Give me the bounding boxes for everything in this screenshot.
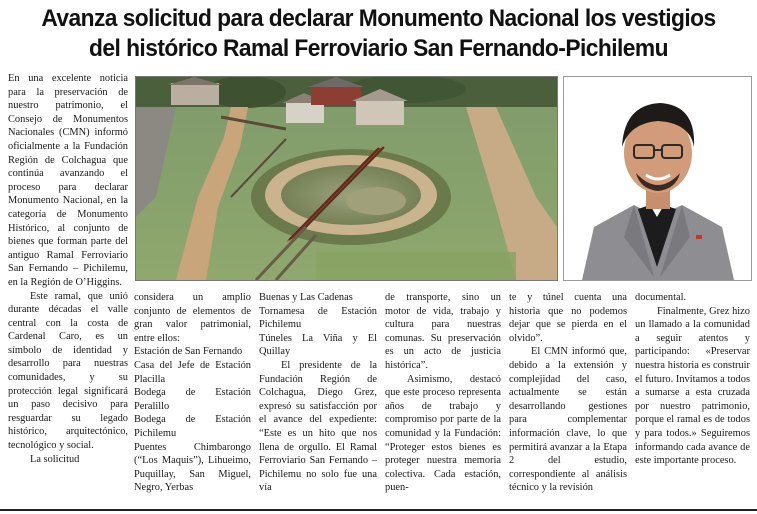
headline xyxy=(26,4,730,64)
paragraph: te y túnel cuenta una historia que no podemos dejar que se pierda en el olvido”. xyxy=(509,292,627,344)
turntable-aerial-photo xyxy=(135,76,558,281)
portrait-photo xyxy=(563,76,752,281)
list-item: Puentes Chimbarongo (“Los Maquis”), Lihueimo, Puquillay, San Miguel, Negro, Yerbas xyxy=(134,441,251,494)
article-column-5 xyxy=(509,291,627,495)
paragraph: El presidente de la Fundación Región de Colchagua, Diego Grez, expresó su satisfacción por el avance del expediente: “Este es un hito que nos llena de orgullo. El Ramal Ferroviario San Fernando – Pichilemu no solo fue una vía xyxy=(259,359,377,494)
paragraph: considera un amplio conjunto de elementos de gran valor patrimonial, entre ellos: xyxy=(134,292,251,344)
list-item: Casa del Jefe de Estación Placilla xyxy=(134,359,251,385)
paragraph: documental. xyxy=(635,292,687,303)
list-item: Estación de San Fernando xyxy=(134,346,243,358)
article-column-1 xyxy=(8,72,128,466)
paragraph: de transporte, sino un motor de vida, trabajo y cultura para nuestras comunas. Su preservación es un acto de justicia histórica”. xyxy=(385,292,501,371)
article-column-3 xyxy=(259,291,377,495)
paragraph: Asimismo, destacó que este proceso representa años de trabajo y compromiso por parte de la comunidad y la Fundación: “Proteger estos bienes es proteger nuestra memoria colectiva. Cada estación, puen- xyxy=(385,373,501,494)
headline-line-1: Avanza solicitud para declarar Monumento Nacional los vestigios xyxy=(41,5,716,32)
list-item: Bodega de Estación Peralillo xyxy=(134,387,251,412)
list-item: Bodega de Estación Pichilemu xyxy=(134,414,251,439)
article-column-6 xyxy=(635,291,750,468)
list-item: Buenas y Las Cadenas xyxy=(259,292,353,303)
list-item: Tornamesa de Estación Pichilemu xyxy=(259,305,377,331)
article-column-4 xyxy=(385,291,501,495)
paragraph: El CMN informó que, debido a la extensión y complejidad del caso, actualmente se están desarrollando gestiones para complementar información clave, lo que permitirá avanzar a la Etapa 2 del estudio, correspondiente al análisis técnico y la revisión xyxy=(509,346,627,494)
headline-line-2: del histórico Ramal Ferroviario San Fernando-Pichilemu xyxy=(89,35,668,62)
bottom-rule xyxy=(0,509,757,511)
paragraph: Finalmente, Grez hizo un llamado a la comunidad a seguir atentos y participando: «Preservar nuestra historia es construir el futuro. Invitamos a todos a sumarse a esta cruzada por nuestro patrimonio, porque el ramal es de todos y para todos.» Seguiremos informando cada avance de este importante proceso. xyxy=(635,305,750,467)
list-item: Túneles La Viña y El Quillay xyxy=(259,332,377,358)
paragraph: La solicitud xyxy=(30,453,80,465)
paragraph: Este ramal, que unió durante décadas el valle central con la costa de Cardenal Caro, es un símbolo de identidad y desarrollo para nuestras comunidades, y su protección legal significará un paso decisivo para resguardar su legado histórico, arquitectónico, tecnológico y social. xyxy=(8,290,128,452)
article-column-2 xyxy=(134,291,251,495)
paragraph: En una excelente noticia para la preservación de nuestro patrimonio, el Consejo de Monumentos Nacionales (CMN) informó oficialmente a la Fundación Región de Colchagua que continúa avanzando el proceso para declarar Monumento Nacional, en la categoría de Monumento Histórico, al conjunto de bienes que forman parte del antiguo Ramal Ferroviario San Fernando – Pichilemu, en la Región de O’Higgins. xyxy=(8,73,128,288)
